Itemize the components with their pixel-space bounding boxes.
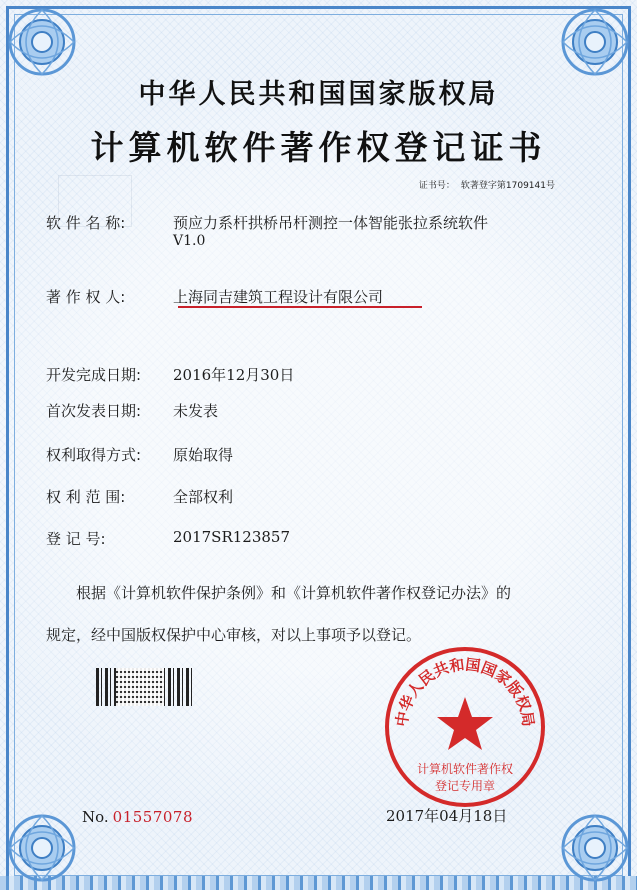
seal-ring-text: 中华人民共和国国家版权局 bbox=[392, 655, 538, 728]
registration-number-label: 登 记 号: bbox=[46, 530, 106, 548]
serial-number bbox=[82, 808, 193, 826]
owner-row bbox=[46, 286, 384, 307]
software-name-row bbox=[46, 212, 489, 249]
first-publish-label: 首次发表日期: bbox=[46, 402, 142, 420]
acquire-method-row bbox=[46, 444, 234, 465]
completion-date-row bbox=[46, 364, 295, 385]
issue-date: 2017年04月18日 bbox=[386, 807, 508, 825]
owner-value: 上海同吉建筑工程设计有限公司 bbox=[173, 288, 384, 306]
corner-ornament-bottom-right bbox=[553, 806, 637, 890]
registration-number-row bbox=[46, 528, 291, 549]
rights-scope-label: 权 利 范 围: bbox=[46, 488, 126, 506]
software-name-label: 软 件 名 称: bbox=[46, 214, 126, 232]
issuing-authority-title: 中华人民共和国国家版权局 bbox=[138, 79, 499, 110]
rights-scope-value: 全部权利 bbox=[173, 488, 234, 506]
first-publish-value: 未发表 bbox=[173, 402, 219, 420]
certificate-number-label: 证书号： bbox=[418, 181, 455, 191]
corner-ornament-bottom-left bbox=[0, 806, 84, 890]
certificate-title: 计算机软件著作权登记证书 bbox=[90, 128, 547, 167]
certificate-number-value: 软著登字第1709141号 bbox=[460, 181, 555, 191]
barcode-pattern bbox=[116, 668, 164, 706]
completion-date-value: 2016年12月30日 bbox=[173, 366, 295, 384]
acquire-method-value: 原始取得 bbox=[173, 446, 234, 464]
border-band bbox=[0, 876, 637, 890]
first-publish-row bbox=[46, 400, 219, 421]
owner-underline bbox=[178, 306, 422, 308]
seal-inner-line-2: 登记专用章 bbox=[434, 779, 496, 793]
serial-label: No. bbox=[82, 808, 109, 826]
statement-line-2: 规定，经中国版权保护中心审核，对以上事项予以登记。 bbox=[46, 626, 422, 644]
seal-inner-line-1: 计算机软件著作权 bbox=[416, 762, 514, 776]
acquire-method-label: 权利取得方式: bbox=[46, 446, 142, 464]
seal-star-icon bbox=[437, 697, 493, 750]
registration-number-value: 2017SR123857 bbox=[173, 528, 291, 546]
certificate-number bbox=[413, 178, 555, 191]
software-name-value: 预应力系杆拱桥吊杆测控一体智能张拉系统软件 bbox=[173, 214, 489, 232]
completion-date-label: 开发完成日期: bbox=[46, 366, 142, 384]
software-version-value: V1.0 bbox=[173, 233, 206, 249]
owner-label: 著 作 权 人: bbox=[46, 288, 126, 306]
rights-scope-row bbox=[46, 486, 234, 507]
serial-value: 01557078 bbox=[112, 808, 194, 826]
statement-line-1: 根据《计算机软件保护条例》和《计算机软件著作权登记办法》的 bbox=[76, 584, 512, 602]
official-seal bbox=[383, 645, 547, 809]
